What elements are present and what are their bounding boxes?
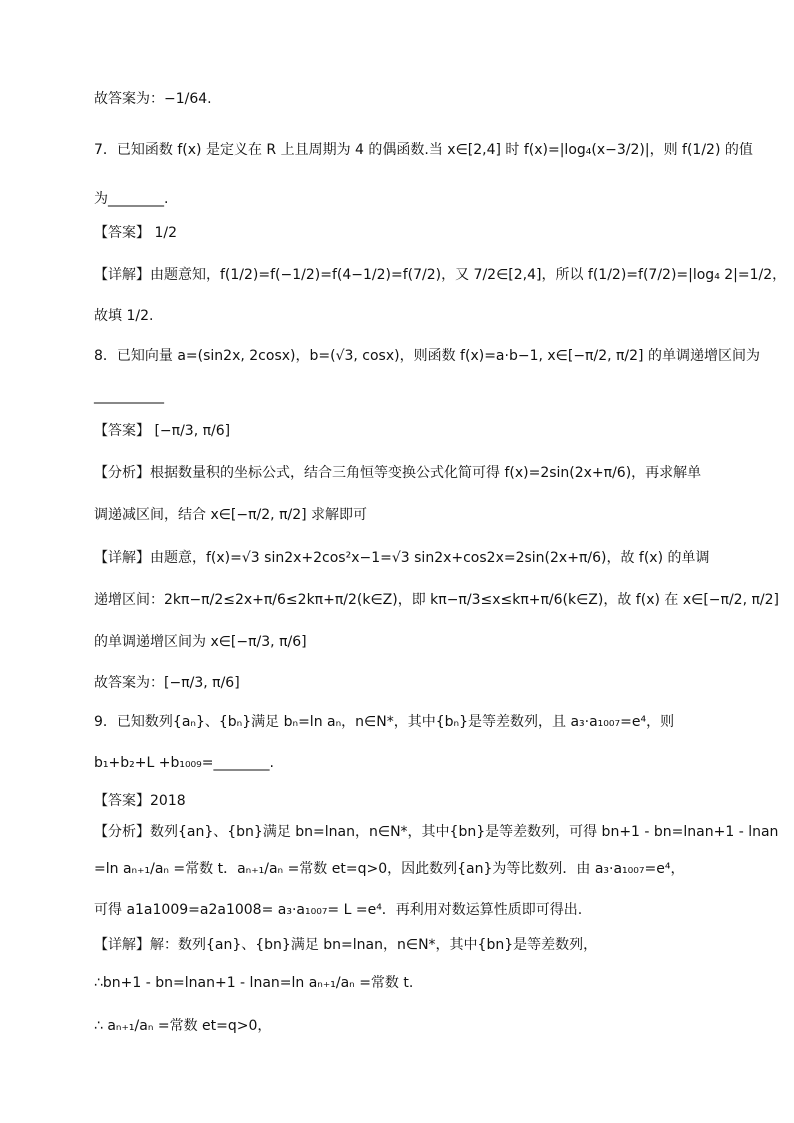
question-7: 7．已知函数 f(x) 是定义在 R 上且周期为 4 的偶函数.当 x∈[2,4] 时 f(x)=|log₄(x−3/2)|，则 f(1/2) 的值 [94, 142, 753, 158]
question-8: 8．已知向量 a=(sin2x, 2cosx)，b=(√3, cosx)，则函数 f(x)=a·b−1, x∈[−π/2, π/2] 的单调递增区间为 [94, 348, 760, 364]
analysis-8-line-2: 调递减区间，结合 x∈[−π/2, π/2] 求解即可 [94, 507, 368, 523]
detail-9-line-1: 【详解】解：数列{an}、{bn}满足 bn=lnan，n∈N*，其中{bn}是等差数列， [94, 937, 598, 953]
analysis-9-line-2: =ln aₙ₊₁/aₙ =常数 t．aₙ₊₁/aₙ =常数 et=q>0，因此数列{an}为等比数列．由 a₃·a₁₀₀₇=e⁴， [94, 861, 685, 877]
analysis-8-line-1: 【分析】根据数量积的坐标公式，结合三角恒等变换公式化简可得 f(x)=2sin(2x+π/6)，再求解单 [94, 465, 702, 481]
detail-8-line-1: 【详解】由题意，f(x)=√3 sin2x+2cos²x−1=√3 sin2x+cos2x=2sin(2x+π/6)，故 f(x) 的单调 [94, 550, 710, 566]
detail-9-line-2: ∴bn+1 - bn=lnan+1 - lnan=ln aₙ₊₁/aₙ =常数 t. [94, 975, 414, 991]
answer-8: 【答案】 [−π/3, π/6] [94, 423, 231, 439]
answer-7: 【答案】 1/2 [94, 225, 177, 241]
question-7-blank: 为________. [94, 191, 169, 207]
analysis-9-line-1: 【分析】数列{an}、{bn}满足 bn=lnan，n∈N*，其中{bn}是等差数列，可得 bn+1 - bn=lnan+1 - lnan [94, 824, 779, 840]
answer-9: 【答案】2018 [94, 793, 186, 809]
detail-7: 【详解】由题意知，f(1/2)=f(−1/2)=f(4−1/2)=f(7/2)，又 7/2∈[2,4]，所以 f(1/2)=f(7/2)=|log₄ 2|=1/2， [94, 267, 787, 283]
detail-8-line-2: 递增区间：2kπ−π/2≤2x+π/6≤2kπ+π/2(k∈Z)，即 kπ−π/3≤x≤kπ+π/6(k∈Z)，故 f(x) 在 x∈[−π/2, π/2] [94, 592, 779, 608]
analysis-9-line-3: 可得 a1a1009=a2a1008= a₃·a₁₀₀₇= L =e⁴．再利用对数运算性质即可得出. [94, 902, 583, 918]
question-9: 9．已知数列{aₙ}、{bₙ}满足 bₙ=ln aₙ，n∈N*，其中{bₙ}是等差数列，且 a₃·a₁₀₀₇=e⁴，则 [94, 714, 675, 730]
detail-9-line-3: ∴ aₙ₊₁/aₙ =常数 et=q>0， [94, 1018, 272, 1034]
fill-7: 故填 1/2. [94, 308, 154, 324]
answer-line-q6: 故答案为：−1/64. [94, 91, 212, 107]
question-9-sum: b₁+b₂+L +b₁₀₀₉=________. [94, 755, 274, 771]
detail-8-line-3: 的单调递增区间为 x∈[−π/3, π/6] [94, 634, 307, 650]
answer-line-q8: 故答案为：[−π/3, π/6] [94, 675, 240, 691]
question-8-blank: __________ [94, 388, 164, 404]
